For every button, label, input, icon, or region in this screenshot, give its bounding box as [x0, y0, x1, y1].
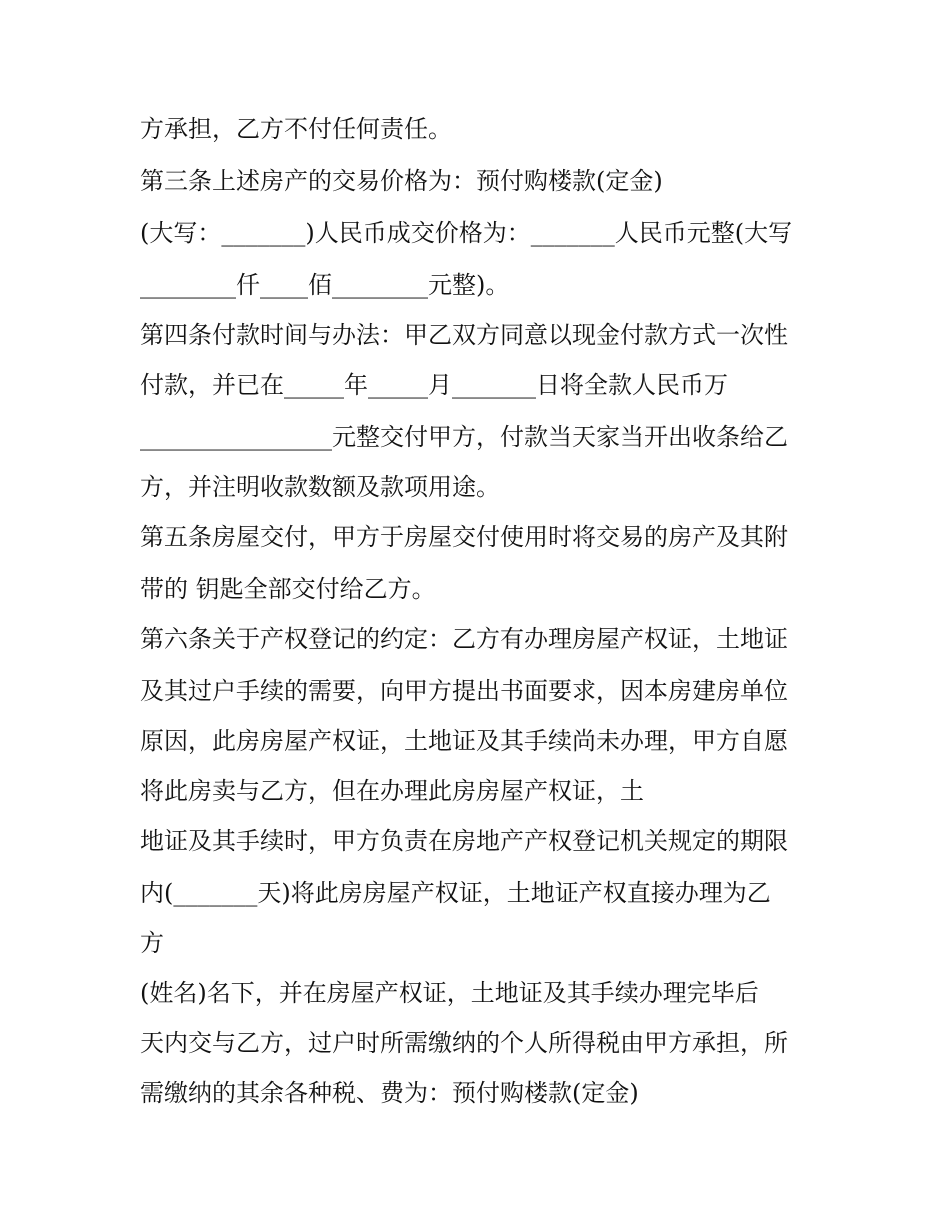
text-line: 及其过户手续的需要，向甲方提出书面要求，因本房建房单位 — [140, 677, 788, 705]
text-line: 地证及其手续时，甲方负责在房地产产权登记机关规定的期限 — [140, 827, 788, 855]
text-line: 内(_______天)将此房房屋产权证，土地证产权直接办理为乙 — [140, 879, 771, 907]
text-line: 第六条关于产权登记的约定：乙方有办理房屋产权证，土地证 — [140, 625, 788, 653]
text-line: 天内交与乙方，过户时所需缴纳的个人所得税由甲方承担，所 — [140, 1029, 788, 1057]
text-line: 将此房卖与乙方，但在办理此房房屋产权证，土 — [140, 777, 644, 805]
text-line: 第三条上述房产的交易价格为：预付购楼款(定金) — [140, 167, 663, 195]
text-line: 方，并注明收款数额及款项用途。 — [140, 473, 500, 501]
text-line: 需缴纳的其余各种税、费为：预付购楼款(定金) — [140, 1079, 639, 1107]
text-line: 带的 钥匙全部交付给乙方。 — [140, 575, 436, 603]
text-line: (姓名)名下，并在房屋产权证，土地证及其手续办理完毕后 — [140, 979, 759, 1007]
text-line: 方 — [140, 929, 164, 957]
text-line: 方承担，乙方不付任何责任。 — [140, 115, 452, 143]
text-line: ________________元整交付甲方，付款当天家当开出收条给乙 — [140, 423, 788, 451]
text-line: 第五条房屋交付，甲方于房屋交付使用时将交易的房产及其附 — [140, 523, 788, 551]
text-line: 付款，并已在_____年_____月_______日将全款人民币万 — [140, 371, 728, 399]
text-line: (大写：_______)人民币成交价格为：_______人民币元整(大写 — [140, 219, 793, 247]
text-line: 原因，此房房屋产权证，土地证及其手续尚未办理，甲方自愿 — [140, 727, 788, 755]
text-line: ________仟____佰________元整)。 — [140, 271, 510, 299]
text-line: 第四条付款时间与办法：甲乙双方同意以现金付款方式一次性 — [140, 321, 788, 349]
